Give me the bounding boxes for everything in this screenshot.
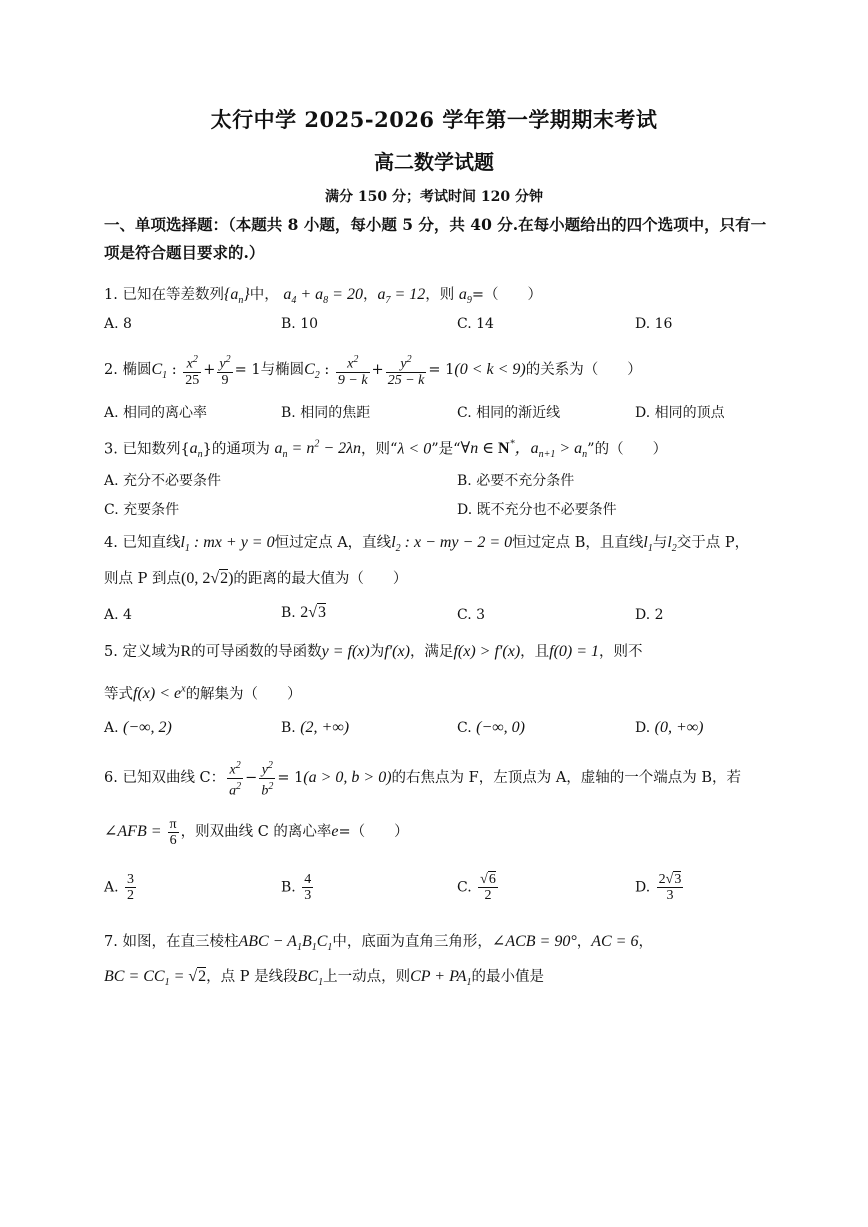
q5-option-b: B. (2, +∞) <box>281 719 350 736</box>
q2-option-c: C. 相同的渐近线 <box>457 405 561 421</box>
score-info: 满分 150 分；考试时间 120 分钟 <box>325 189 543 205</box>
q4-option-c: C. 3 <box>457 607 486 623</box>
q4-option-b: B. 2√3 <box>281 604 326 621</box>
section-header: 一、单项选择题：（本题共 8 小题，每小题 5 分，共 40 分.在每小题给出的四个选项中，只有一项是符合题目要求的.） <box>104 215 767 262</box>
q6-option-b: B. $\frac{4}{3}$ <box>281 872 312 903</box>
question-4-line-1: 4. 已知直线$l_1$ : mx + y = 0恒过定点 A，直线$l_2$ : x − my − 2 = 0恒过定点 B，且直线$l_1$与$l_2$交于点 P， <box>104 534 750 555</box>
question-5-line-1: 5. 定义域为R的可导函数的导函数y = f(x)为f′(x)，满足f(x) > f′(x)，且f(0) = 1，则不 <box>104 643 643 660</box>
q6-option-c: C. $\frac{√6}{2}$ <box>457 872 496 903</box>
q2-option-a: A. 相同的离心率 <box>104 405 208 421</box>
question-5-line-2: 等式$f(x) < e^x$的解集为（ ） <box>104 684 302 703</box>
q1-option-a: A. 8 <box>104 316 132 332</box>
question-1: 1. 已知在等差数列$\{a_n\}$中， $a_4 + a_8 = 20$，$a_7 = 12$，则 $a_9=$（ ） <box>104 286 543 307</box>
q6-option-d: D. $\frac{2√3}{3}$ <box>635 872 682 903</box>
q1-option-d: D. 16 <box>635 316 673 332</box>
question-3: 3. 已知数列$\{a_n\}$的通项为 $a_n = n^2 - 2\lambda n$，则“λ < 0”是“∀n ∈ N*，$a_{n+1} > a_n$”的（ ） <box>104 439 668 461</box>
q2-option-b: B. 相同的焦距 <box>281 405 371 421</box>
q4-option-d: D. 2 <box>635 607 664 623</box>
q4-option-a: A. 4 <box>104 607 132 623</box>
q2-option-d: D. 相同的顶点 <box>635 405 725 421</box>
q1-option-c: C. 14 <box>457 316 494 332</box>
q5-option-c: C. (−∞, 0) <box>457 719 525 736</box>
q3-option-d: D. 既不充分也不必要条件 <box>457 502 617 518</box>
question-6-line-1: 6. 已知双曲线 C： $\frac{x^2}{a^2}$ − $\frac{y^2}{b^2}$ = 1(a > 0, b > 0)的右焦点为 F，左顶点为 A，虚轴的一个端点为 B，若 <box>104 760 742 799</box>
question-7-line-2: BC = $CC_1 = √2$，点 P 是线段$BC_1$上一动点，则CP + $PA_1$的最小值是 <box>104 968 545 989</box>
question-2: 2. 椭圆$C_1$ : $\frac{x^2}{25}$ + $\frac{y^2}{9}$ = 1与椭圆$C_2$ : $\frac{x^2}{9 - k}$ + $\frac{y^2}{25 - k}$ = 1(0 < k < 9)的关系为（ ） <box>104 354 642 388</box>
q5-option-d: D. (0, +∞) <box>635 719 704 736</box>
q5-option-a: A. (−∞, 2) <box>104 719 172 736</box>
question-4-line-2: 则点 P 到点(0, 2√2)的距离的最大值为（ ） <box>104 570 408 587</box>
exam-title: 太行中学 2025-2026 学年第一学期期末考试 <box>210 107 658 132</box>
q3-option-b: B. 必要不充分条件 <box>457 473 575 489</box>
q1-option-b: B. 10 <box>281 316 319 332</box>
q6-option-a: A. $\frac{3}{2}$ <box>104 872 135 903</box>
q3-option-a: A. 充分不必要条件 <box>104 473 222 489</box>
exam-subtitle: 高二数学试题 <box>374 150 494 174</box>
question-7-line-1: 7. 如图，在直三棱柱ABC − $A_1B_1C_1$中，底面为直角三角形，∠ACB = 90°，AC = 6， <box>104 933 653 954</box>
q3-option-c: C. 充要条件 <box>104 502 180 518</box>
question-6-line-2: ∠AFB = $\frac{\pi}{6}$ ，则双曲线 C 的离心率e=（ ） <box>104 816 409 848</box>
